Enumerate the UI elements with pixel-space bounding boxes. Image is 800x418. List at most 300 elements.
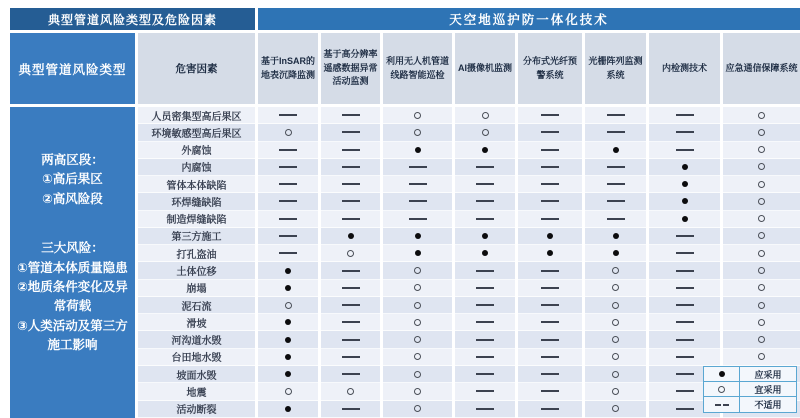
sidebar-line: ②高风险段	[42, 191, 103, 206]
matrix-cell	[258, 401, 318, 418]
dash-symbol	[476, 218, 494, 220]
matrix-cell	[585, 228, 646, 245]
matrix-cell	[585, 193, 646, 210]
matrix-cell	[585, 366, 646, 383]
dash-symbol	[342, 166, 360, 168]
dash-symbol	[409, 200, 427, 202]
dash-symbol	[676, 339, 694, 341]
open-circle-symbol	[758, 319, 765, 326]
matrix-cell	[518, 280, 582, 297]
dash-symbol	[476, 304, 494, 306]
matrix-cell	[455, 297, 515, 314]
dash-symbol	[279, 200, 297, 202]
matrix-cell	[649, 349, 720, 366]
filled-dot-symbol	[285, 337, 291, 343]
dash-symbol	[342, 408, 360, 410]
sidebar-line: ②地质条件变化及异常荷载	[17, 279, 128, 314]
dash-symbol	[541, 114, 559, 116]
matrix-cell	[321, 124, 380, 141]
matrix-cell	[321, 159, 380, 176]
matrix-cell	[321, 349, 380, 366]
dash-symbol	[342, 114, 360, 116]
matrix-cell	[321, 383, 380, 400]
matrix-cell	[518, 297, 582, 314]
open-circle-symbol	[612, 353, 619, 360]
banner-risk-types: 典型管道风险类型及危险因素	[10, 8, 255, 33]
open-circle-symbol	[285, 302, 292, 309]
matrix-cell	[383, 228, 452, 245]
dash-symbol	[342, 304, 360, 306]
risk-type-sidebar	[10, 107, 135, 418]
banner-integrated-technology: 天空地巡护防一体化技术	[258, 8, 800, 33]
dash-symbol	[279, 252, 297, 254]
matrix-cell	[518, 228, 582, 245]
matrix-cell	[723, 331, 800, 348]
matrix-cell	[258, 159, 318, 176]
matrix-cell	[585, 107, 646, 124]
matrix-cell	[321, 107, 380, 124]
matrix-cell	[723, 280, 800, 297]
filled-dot-symbol	[348, 233, 354, 239]
open-circle-symbol	[414, 319, 421, 326]
dash-symbol	[715, 404, 729, 406]
dash-symbol	[607, 183, 625, 185]
dash-symbol	[676, 390, 694, 392]
matrix-cell	[258, 228, 318, 245]
matrix-cell	[585, 211, 646, 228]
open-circle-symbol	[758, 181, 765, 188]
dash-symbol	[676, 408, 694, 410]
matrix-cell	[455, 193, 515, 210]
column-header-technology-7: 内检测技术	[649, 33, 720, 107]
filled-dot-symbol	[415, 233, 421, 239]
filled-dot-symbol	[613, 250, 619, 256]
dash-symbol	[409, 218, 427, 220]
open-circle-symbol	[612, 336, 619, 343]
open-circle-symbol	[612, 319, 619, 326]
open-circle-symbol	[612, 284, 619, 291]
matrix-cell	[723, 314, 800, 331]
open-circle-symbol	[612, 371, 619, 378]
matrix-cell	[455, 159, 515, 176]
matrix-cell	[585, 159, 646, 176]
matrix-cell	[649, 297, 720, 314]
dash-symbol	[541, 373, 559, 375]
legend-label: 宜采用	[740, 382, 796, 397]
matrix-cell	[383, 366, 452, 383]
matrix-cell	[258, 349, 318, 366]
dash-symbol	[279, 166, 297, 168]
matrix-cell	[585, 176, 646, 193]
column-header-technology-1: 基于InSAR的地表沉降监测	[258, 33, 318, 107]
dash-symbol	[476, 321, 494, 323]
hazard-label: 滑坡	[138, 314, 255, 331]
dash-symbol	[541, 356, 559, 358]
symbol-legend	[703, 366, 797, 413]
dash-symbol	[541, 304, 559, 306]
filled-dot-symbol	[682, 216, 688, 222]
hazard-label: 台田地水毁	[138, 349, 255, 366]
open-circle-symbol	[718, 386, 725, 393]
open-circle-symbol	[414, 112, 421, 119]
hazard-label: 环焊缝缺陷	[138, 193, 255, 210]
hazard-label: 泥石流	[138, 297, 255, 314]
matrix-cell	[455, 228, 515, 245]
matrix-cell	[649, 280, 720, 297]
matrix-cell	[321, 228, 380, 245]
matrix-cell	[585, 383, 646, 400]
matrix-cell	[258, 297, 318, 314]
matrix-cell	[321, 211, 380, 228]
dash-symbol	[279, 183, 297, 185]
dash-symbol	[676, 373, 694, 375]
open-circle-symbol	[414, 302, 421, 309]
matrix-cell	[383, 124, 452, 141]
filled-dot-symbol	[613, 233, 619, 239]
sidebar-group-two-high-sections	[35, 151, 110, 209]
filled-dot-symbol	[285, 371, 291, 377]
open-circle-symbol	[758, 146, 765, 153]
dash-symbol	[676, 304, 694, 306]
matrix-cell	[585, 349, 646, 366]
matrix-cell	[383, 245, 452, 262]
matrix-cell	[585, 331, 646, 348]
open-circle-symbol	[414, 388, 421, 395]
matrix-cell	[518, 193, 582, 210]
matrix-cell	[585, 297, 646, 314]
matrix-cell	[383, 297, 452, 314]
dash-symbol	[541, 149, 559, 151]
matrix-cell	[258, 280, 318, 297]
dash-symbol	[476, 200, 494, 202]
matrix-cell	[649, 211, 720, 228]
dash-symbol	[279, 114, 297, 116]
filled-dot-symbol	[285, 319, 291, 325]
dash-symbol	[342, 270, 360, 272]
legend-label: 不适用	[754, 400, 782, 410]
matrix-cell	[258, 211, 318, 228]
matrix-cell	[723, 176, 800, 193]
matrix-cell	[723, 142, 800, 159]
filled-dot-symbol	[547, 250, 553, 256]
dash-symbol	[607, 114, 625, 116]
matrix-cell	[383, 193, 452, 210]
open-circle-symbol	[612, 388, 619, 395]
matrix-cell	[649, 314, 720, 331]
dash-symbol	[342, 373, 360, 375]
matrix-cell	[518, 159, 582, 176]
matrix-cell	[518, 383, 582, 400]
open-circle-symbol	[414, 129, 421, 136]
matrix-cell	[455, 262, 515, 279]
matrix-cell	[383, 159, 452, 176]
matrix-cell	[455, 124, 515, 141]
dash-symbol	[541, 270, 559, 272]
dash-symbol	[476, 166, 494, 168]
open-circle-symbol	[285, 129, 292, 136]
matrix-cell	[321, 331, 380, 348]
dash-symbol	[342, 321, 360, 323]
hazard-label: 人员密集型高后果区	[138, 107, 255, 124]
dash-symbol	[607, 131, 625, 133]
hazard-label: 河沟道水毁	[138, 331, 255, 348]
legend-symbol-circle	[704, 382, 740, 397]
dash-symbol	[541, 390, 559, 392]
risk-technology-table	[10, 8, 800, 418]
hazard-label: 制造焊缝缺陷	[138, 211, 255, 228]
matrix-cell	[321, 401, 380, 418]
dash-symbol	[676, 356, 694, 358]
dash-symbol	[541, 183, 559, 185]
hazard-label: 第三方施工	[138, 228, 255, 245]
matrix-cell	[518, 245, 582, 262]
matrix-cell	[518, 401, 582, 418]
matrix-cell	[321, 245, 380, 262]
open-circle-symbol	[758, 302, 765, 309]
matrix-cell	[455, 280, 515, 297]
matrix-cell	[518, 349, 582, 366]
matrix-cell	[518, 262, 582, 279]
filled-dot-symbol	[719, 371, 725, 377]
filled-dot-symbol	[482, 250, 488, 256]
dash-symbol	[541, 218, 559, 220]
open-circle-symbol	[758, 284, 765, 291]
dash-symbol	[279, 235, 297, 237]
matrix-cell	[258, 107, 318, 124]
matrix-cell	[723, 262, 800, 279]
open-circle-symbol	[414, 284, 421, 291]
matrix-cell	[455, 349, 515, 366]
matrix-cell	[723, 245, 800, 262]
dash-symbol	[541, 408, 559, 410]
open-circle-symbol	[612, 302, 619, 309]
matrix-cell	[455, 211, 515, 228]
matrix-cell	[723, 124, 800, 141]
dash-symbol	[279, 218, 297, 220]
hazard-label: 崩塌	[138, 280, 255, 297]
dash-symbol	[607, 166, 625, 168]
matrix-cell	[455, 142, 515, 159]
dash-symbol	[541, 200, 559, 202]
matrix-cell	[321, 262, 380, 279]
matrix-cell	[518, 366, 582, 383]
matrix-cell	[383, 280, 452, 297]
dash-symbol	[676, 131, 694, 133]
matrix-cell	[649, 228, 720, 245]
dash-symbol	[541, 131, 559, 133]
matrix-cell	[518, 331, 582, 348]
matrix-cell	[455, 176, 515, 193]
column-header-technology-5: 分布式光纤预警系统	[518, 33, 582, 107]
matrix-cell	[383, 401, 452, 418]
filled-dot-symbol	[285, 354, 291, 360]
filled-dot-symbol	[285, 285, 291, 291]
matrix-cell	[383, 176, 452, 193]
matrix-cell	[585, 401, 646, 418]
dash-symbol	[342, 200, 360, 202]
filled-dot-symbol	[415, 250, 421, 256]
matrix-cell	[321, 280, 380, 297]
matrix-cell	[383, 211, 452, 228]
dash-symbol	[607, 218, 625, 220]
dash-symbol	[676, 149, 694, 151]
open-circle-symbol	[758, 336, 765, 343]
matrix-cell	[585, 262, 646, 279]
dash-symbol	[342, 131, 360, 133]
dash-symbol	[676, 270, 694, 272]
filled-dot-symbol	[415, 147, 421, 153]
filled-dot-symbol	[682, 164, 688, 170]
matrix-cell	[383, 383, 452, 400]
matrix-cell	[649, 193, 720, 210]
matrix-cell	[383, 107, 452, 124]
hazard-label: 土体位移	[138, 262, 255, 279]
matrix-cell	[723, 297, 800, 314]
filled-dot-symbol	[547, 233, 553, 239]
matrix-cell	[518, 211, 582, 228]
dash-symbol	[279, 149, 297, 151]
matrix-cell	[723, 211, 800, 228]
hazard-label: 打孔盗油	[138, 245, 255, 262]
open-circle-symbol	[758, 198, 765, 205]
legend-label: 应采用	[740, 367, 796, 382]
matrix-cell	[321, 314, 380, 331]
matrix-cell	[518, 107, 582, 124]
dash-symbol	[676, 287, 694, 289]
matrix-cell	[383, 142, 452, 159]
dash-symbol	[342, 183, 360, 185]
sidebar-group-three-risks	[10, 239, 135, 355]
column-header-technology-3: 利用无人机管道线路智能巡检	[383, 33, 452, 107]
matrix-cell	[585, 314, 646, 331]
matrix-cell	[258, 142, 318, 159]
hazard-label: 内腐蚀	[138, 159, 255, 176]
dash-symbol	[676, 252, 694, 254]
matrix-cell	[585, 280, 646, 297]
matrix-cell	[258, 331, 318, 348]
matrix-cell	[321, 193, 380, 210]
matrix-cell	[723, 107, 800, 124]
matrix-cell	[585, 124, 646, 141]
dash-symbol	[476, 390, 494, 392]
open-circle-symbol	[758, 353, 765, 360]
open-circle-symbol	[414, 405, 421, 412]
column-header-technology-8: 应急通信保障系统	[723, 33, 800, 107]
dash-symbol	[409, 166, 427, 168]
column-header-technology-4: AI摄像机监测	[455, 33, 515, 107]
dash-symbol	[476, 287, 494, 289]
hazard-label: 活动断裂	[138, 401, 255, 418]
open-circle-symbol	[758, 250, 765, 257]
matrix-cell	[723, 349, 800, 366]
sidebar-line: ①管道本体质量隐患	[17, 260, 128, 275]
matrix-cell	[649, 124, 720, 141]
matrix-cell	[649, 176, 720, 193]
matrix-cell	[258, 366, 318, 383]
matrix-cell	[723, 228, 800, 245]
open-circle-symbol	[758, 129, 765, 136]
matrix-cell	[258, 245, 318, 262]
matrix-cell	[258, 383, 318, 400]
hazard-label: 管体本体缺陷	[138, 176, 255, 193]
hazard-label: 坡面水毁	[138, 366, 255, 383]
matrix-cell	[258, 176, 318, 193]
dash-symbol	[676, 321, 694, 323]
open-circle-symbol	[482, 112, 489, 119]
dash-symbol	[342, 339, 360, 341]
matrix-cell	[649, 159, 720, 176]
open-circle-symbol	[612, 405, 619, 412]
matrix-cell	[258, 193, 318, 210]
hazard-label: 环境敏感型高后果区	[138, 124, 255, 141]
open-circle-symbol	[285, 388, 292, 395]
matrix-cell	[585, 245, 646, 262]
dash-symbol	[541, 339, 559, 341]
matrix-cell	[258, 314, 318, 331]
hazard-label: 外腐蚀	[138, 142, 255, 159]
hazard-label: 地震	[138, 383, 255, 400]
dash-symbol	[476, 373, 494, 375]
sidebar-line: ③人类活动及第三方施工影响	[17, 318, 128, 352]
open-circle-symbol	[414, 353, 421, 360]
dash-symbol	[342, 218, 360, 220]
column-header-hazard: 危害因素	[138, 33, 255, 107]
matrix-cell	[383, 331, 452, 348]
open-circle-symbol	[758, 232, 765, 239]
dash-symbol	[541, 321, 559, 323]
matrix-cell	[518, 142, 582, 159]
dash-symbol	[342, 356, 360, 358]
open-circle-symbol	[347, 250, 354, 257]
legend-symbol-dot	[704, 367, 740, 382]
open-circle-symbol	[482, 129, 489, 136]
matrix-cell	[518, 124, 582, 141]
column-header-technology-6: 光栅阵列监测系统	[585, 33, 646, 107]
matrix-cell	[455, 366, 515, 383]
matrix-cell	[649, 262, 720, 279]
dash-symbol	[476, 339, 494, 341]
matrix-cell	[649, 142, 720, 159]
filled-dot-symbol	[682, 181, 688, 187]
open-circle-symbol	[347, 388, 354, 395]
matrix-cell	[321, 142, 380, 159]
matrix-cell	[258, 262, 318, 279]
matrix-cell	[723, 159, 800, 176]
dash-symbol	[607, 200, 625, 202]
dash-symbol	[476, 183, 494, 185]
filled-dot-symbol	[482, 233, 488, 239]
sidebar-line: ①高后果区	[42, 172, 103, 187]
dash-symbol	[476, 270, 494, 272]
open-circle-symbol	[758, 267, 765, 274]
open-circle-symbol	[414, 267, 421, 274]
matrix-cell	[321, 366, 380, 383]
matrix-cell	[321, 297, 380, 314]
matrix-cell	[518, 314, 582, 331]
open-circle-symbol	[758, 112, 765, 119]
matrix-cell	[258, 124, 318, 141]
filled-dot-symbol	[613, 147, 619, 153]
sidebar-group-title: 三大风险：	[41, 241, 104, 256]
matrix-cell	[455, 401, 515, 418]
dash-symbol	[676, 235, 694, 237]
open-circle-symbol	[612, 267, 619, 274]
dash-symbol	[476, 408, 494, 410]
filled-dot-symbol	[482, 147, 488, 153]
open-circle-symbol	[414, 371, 421, 378]
matrix-cell	[321, 176, 380, 193]
dash-symbol	[342, 287, 360, 289]
